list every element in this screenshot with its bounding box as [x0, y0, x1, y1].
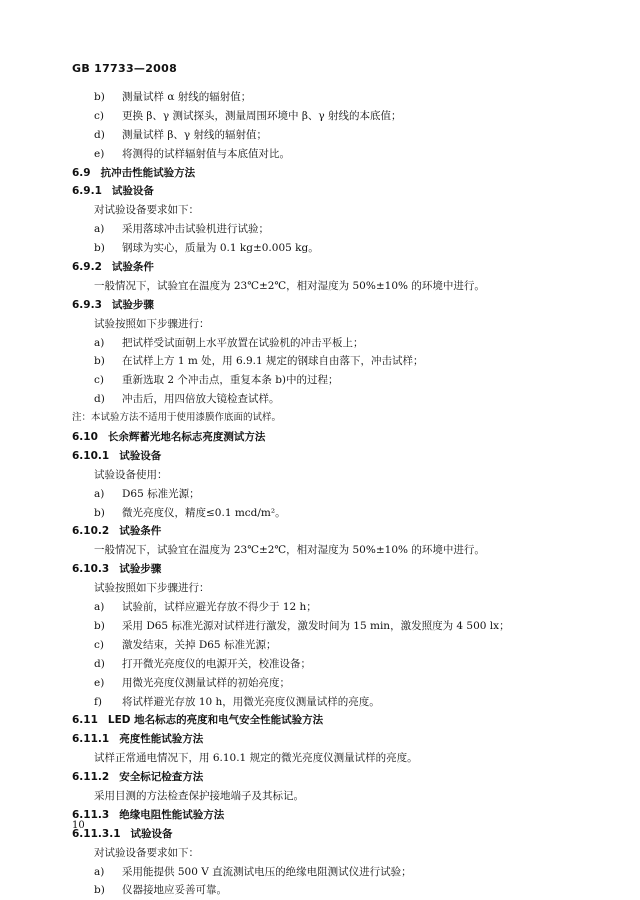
list-item-label: d)	[94, 128, 105, 141]
list-item	[72, 674, 582, 693]
list-item	[72, 145, 582, 164]
section-number: 6.9.2	[72, 261, 102, 274]
list-item-label: b)	[94, 91, 105, 103]
list-item-label: a)	[94, 601, 105, 614]
paragraph: 对试验设备要求如下：	[94, 204, 199, 217]
section-title: 抗冲击性能试验方法	[100, 166, 196, 179]
list-item-text: 将测得的试样辐射值与本底值对比。	[122, 147, 290, 160]
list-item	[72, 636, 582, 655]
list-item-text: 采用 D65 标准光源对试样进行激发，激发时间为 15 min，激发照度为 4 500 lx；	[122, 619, 510, 632]
list-item-label: d)	[94, 657, 105, 670]
paragraph: 试验按照如下步骤进行：	[94, 317, 210, 330]
list-item-label: b)	[94, 884, 105, 897]
list-item-text: 仪器接地应妥善可靠。	[122, 884, 227, 897]
list-item-text: 测量试样 β、γ 射线的辐射值；	[122, 128, 268, 141]
paragraph: 对试验设备要求如下：	[94, 846, 199, 859]
list-item-label: a)	[94, 336, 105, 349]
list-item	[72, 390, 582, 409]
section-heading	[72, 164, 582, 183]
section-number: 6.11.1	[72, 733, 110, 746]
section-heading	[72, 258, 582, 277]
list-item	[72, 352, 582, 371]
list-item-label: e)	[94, 147, 105, 160]
list-item-text: 用微光亮度仪测量试样的初始亮度；	[122, 676, 290, 689]
note-text: 注：本试验方法不适用于使用漆膜作底面的试样。	[72, 412, 282, 424]
list-item-text: 试验前，试样应避光存放不得少于 12 h；	[122, 601, 317, 614]
list-item	[72, 485, 582, 504]
standard-code-header: GB 17733—2008	[72, 62, 178, 75]
list-item-label: b)	[94, 355, 105, 368]
list-item	[72, 126, 582, 145]
list-item-text: 激发结束，关掉 D65 标准光源；	[122, 638, 277, 651]
paragraph: 一般情况下，试验宜在温度为 23℃±2℃，相对湿度为 50%±10% 的环境中进行。	[94, 544, 485, 557]
section-heading	[72, 730, 582, 749]
list-item-text: 采用落球冲击试验机进行试验；	[122, 223, 269, 236]
section-title: 长余辉蓄光地名标志亮度测试方法	[107, 431, 266, 444]
section-title: 试验设备	[130, 827, 173, 840]
list-item-text: 微光亮度仪，精度≤0.1 mcd/m²。	[122, 506, 286, 519]
paragraph: 试样正常通电情况下，用 6.10.1 规定的微光亮度仪测量试样的亮度。	[94, 752, 418, 765]
list-item-text: D65 标准光源；	[122, 487, 200, 500]
list-item	[72, 863, 582, 882]
list-item-label: e)	[94, 676, 105, 689]
list-item-label: b)	[94, 506, 105, 519]
section-title: 安全标记检查方法	[119, 771, 204, 784]
section-heading	[72, 560, 582, 579]
section-heading	[72, 768, 582, 787]
list-item-label: b)	[94, 619, 105, 632]
list-item-text: 钢球为实心，质量为 0.1 kg±0.005 kg。	[122, 242, 319, 255]
section-title: 试验步骤	[119, 563, 162, 576]
section-number: 6.9	[72, 166, 91, 179]
section-number: 6.10.3	[72, 563, 110, 576]
list-item	[72, 617, 582, 636]
section-heading	[72, 428, 582, 447]
list-item-text: 在试样上方 1 m 处，用 6.9.1 规定的钢球自由落下，冲击试样；	[122, 355, 424, 368]
list-item-text: 重新选取 2 个冲击点，重复本条 b)中的过程；	[122, 374, 339, 387]
list-item-label: f)	[94, 695, 102, 708]
section-number: 6.10.1	[72, 449, 110, 462]
page-number: 10	[72, 820, 85, 831]
list-item-label: a)	[94, 487, 105, 500]
list-item	[72, 107, 582, 126]
section-heading	[72, 825, 582, 844]
list-item	[72, 881, 582, 900]
list-item	[72, 334, 582, 353]
list-item-text: 将试样避光存放 10 h，用微光亮度仪测量试样的亮度。	[122, 695, 380, 708]
list-item-label: c)	[94, 638, 104, 651]
list-item-label: c)	[94, 374, 104, 387]
section-title: 亮度性能试验方法	[119, 733, 204, 746]
list-item-label: c)	[94, 109, 104, 122]
list-item	[72, 655, 582, 674]
list-item	[72, 239, 582, 258]
section-title: 试验步骤	[111, 298, 154, 311]
section-title: 试验条件	[119, 525, 162, 538]
section-number: 6.9.3	[72, 298, 102, 311]
section-number: 6.11	[72, 714, 98, 727]
list-item-text: 把试样受试面朝上水平放置在试验机的冲击平板上；	[122, 336, 364, 349]
list-item-label: d)	[94, 393, 105, 406]
section-heading	[72, 806, 582, 825]
document-body	[72, 88, 582, 900]
list-item	[72, 598, 582, 617]
section-title: 试验条件	[111, 261, 154, 274]
section-number: 6.11.3	[72, 808, 110, 821]
section-title: 试验设备	[111, 185, 154, 198]
list-item	[72, 88, 582, 107]
section-number: 6.10	[72, 431, 98, 444]
paragraph: 试验设备使用：	[94, 468, 168, 481]
section-title: 绝缘电阻性能试验方法	[119, 808, 225, 821]
section-heading	[72, 711, 582, 730]
section-title: 试验设备	[119, 449, 162, 462]
list-item	[72, 504, 582, 523]
list-item-text: 更换 β、γ 测试探头，测量周围环境中 β、γ 射线的本底值；	[122, 109, 402, 122]
section-heading	[72, 296, 582, 315]
section-heading	[72, 182, 582, 201]
section-title: LED 地名标志的亮度和电气安全性能试验方法	[107, 714, 324, 727]
list-item-label: a)	[94, 865, 105, 878]
list-item	[72, 693, 582, 712]
section-number: 6.11.2	[72, 771, 110, 784]
section-heading	[72, 447, 582, 466]
section-number: 6.10.2	[72, 525, 110, 538]
list-item	[72, 371, 582, 390]
paragraph: 试验按照如下步骤进行：	[94, 582, 210, 595]
list-item-text: 测量试样 α 射线的辐射值；	[122, 91, 252, 103]
list-item-text: 冲击后，用四倍放大镜检查试样。	[122, 393, 280, 406]
section-number: 6.9.1	[72, 185, 102, 198]
paragraph: 采用目测的方法检查保护接地端子及其标记。	[94, 789, 304, 802]
section-heading	[72, 522, 582, 541]
list-item-label: a)	[94, 223, 105, 236]
section-number: 6.11.3.1	[72, 827, 121, 840]
list-item-label: b)	[94, 242, 105, 255]
list-item-text: 打开微光亮度仪的电源开关，校准设备；	[122, 657, 311, 670]
list-item-text: 采用能提供 500 V 直流测试电压的绝缘电阻测试仪进行试验；	[122, 865, 412, 878]
list-item	[72, 220, 582, 239]
paragraph: 一般情况下，试验宜在温度为 23℃±2℃，相对湿度为 50%±10% 的环境中进行。	[94, 279, 485, 292]
